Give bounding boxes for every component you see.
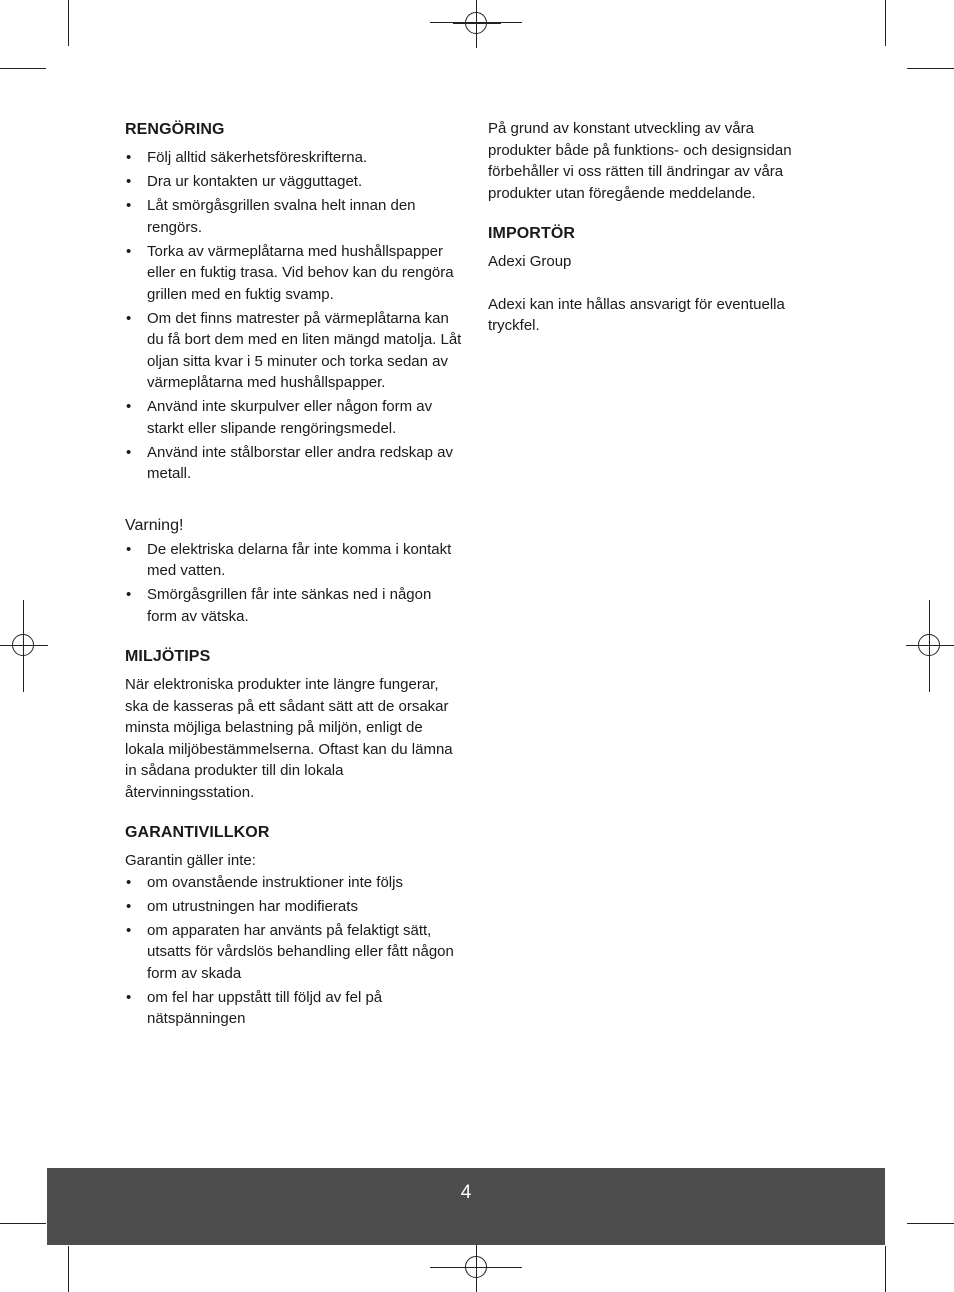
list-item: • Om det finns matrester på värmeplåtarna kan du få bort dem med en liten mängd matolja. Låt oljan sitta kvar i 5 minuter och torka sedan av värmeplåtarna med hushållspapper. (125, 308, 465, 394)
cleaning-section (125, 118, 465, 627)
footer-bar (47, 1168, 885, 1245)
crop-mark (907, 1223, 954, 1224)
registration-mark-top (453, 0, 501, 48)
registration-mark-left (0, 622, 48, 670)
registration-line (23, 600, 24, 692)
registration-mark-bottom (453, 1244, 501, 1292)
eco-section (125, 645, 465, 803)
list-item: • om apparaten har använts på felaktigt sätt, utsatts för vårdslös behandling eller fått någon form av skada (125, 920, 465, 985)
warranty-intro: Garantin gäller inte: (125, 852, 256, 869)
page-number: 4 (460, 1182, 472, 1203)
registration-line (430, 22, 522, 23)
warning-title: Varning! (125, 516, 184, 534)
crop-mark (885, 0, 886, 46)
cleaning-heading: RENGÖRING (125, 121, 225, 138)
eco-text: När elektroniska produkter inte längre fungerar, ska de kasseras på ett sådant sätt att de orsakar minsta möjliga belastning på miljön, enligt de lokala miljöbestämmelserna. Oftast kan du lämna in sådana produkter till din lokala återvinningsstation. (125, 676, 453, 801)
list-item: • Smörgåsgrillen får inte sänkas ned i någon form av vätska. (125, 584, 465, 627)
eco-heading: MILJÖTIPS (125, 648, 211, 665)
list-item: • Använd inte stålborstar eller andra redskap av metall. (125, 442, 465, 485)
warning-list (125, 539, 465, 628)
left-column (125, 118, 465, 1048)
registration-line (929, 600, 930, 692)
list-item: • om ovanstående instruktioner inte följs (125, 872, 465, 894)
crop-mark (0, 1223, 46, 1224)
crop-mark (885, 1246, 886, 1292)
crop-mark (0, 68, 46, 69)
warranty-heading: GARANTIVILLKOR (125, 824, 270, 841)
registration-mark-right (906, 622, 954, 670)
list-item: • De elektriska delarna får inte komma i kontakt med vatten. (125, 539, 465, 582)
cleaning-list (125, 147, 465, 485)
product-changes-section (488, 118, 818, 204)
crop-mark (907, 68, 954, 69)
list-item: • Torka av värmeplåtarna med hushållspapper eller en fuktig trasa. Vid behov kan du rengöra grillen med en fuktig svamp. (125, 241, 465, 306)
warranty-section (125, 821, 465, 1030)
spacer (488, 273, 818, 294)
importer-heading: IMPORTÖR (488, 225, 576, 242)
registration-line (430, 1267, 522, 1268)
importer-section (488, 222, 818, 337)
list-item: • Använd inte skurpulver eller någon form av starkt eller slipande rengöringsmedel. (125, 396, 465, 439)
product-changes-text: På grund av konstant utveckling av våra produkter både på funktions- och designsidan förbehåller vi oss rätten till ändringar av våra produkter utan föregående meddelande. (488, 120, 792, 202)
importer-name: Adexi Group (488, 253, 572, 270)
right-column (488, 118, 818, 355)
list-item: • om utrustningen har modifierats (125, 896, 465, 918)
list-item: • Följ alltid säkerhetsföreskrifterna. (125, 147, 465, 169)
crop-mark (68, 1246, 69, 1292)
importer-disclaimer: Adexi kan inte hållas ansvarigt för eventuella tryckfel. (488, 295, 785, 334)
list-item: • Låt smörgåsgrillen svalna helt innan den rengörs. (125, 195, 465, 238)
warranty-list (125, 872, 465, 1030)
list-item: • om fel har uppstått till följd av fel på nätspänningen (125, 987, 465, 1030)
crop-mark (68, 0, 69, 46)
list-item: • Dra ur kontakten ur vägguttaget. (125, 171, 465, 193)
